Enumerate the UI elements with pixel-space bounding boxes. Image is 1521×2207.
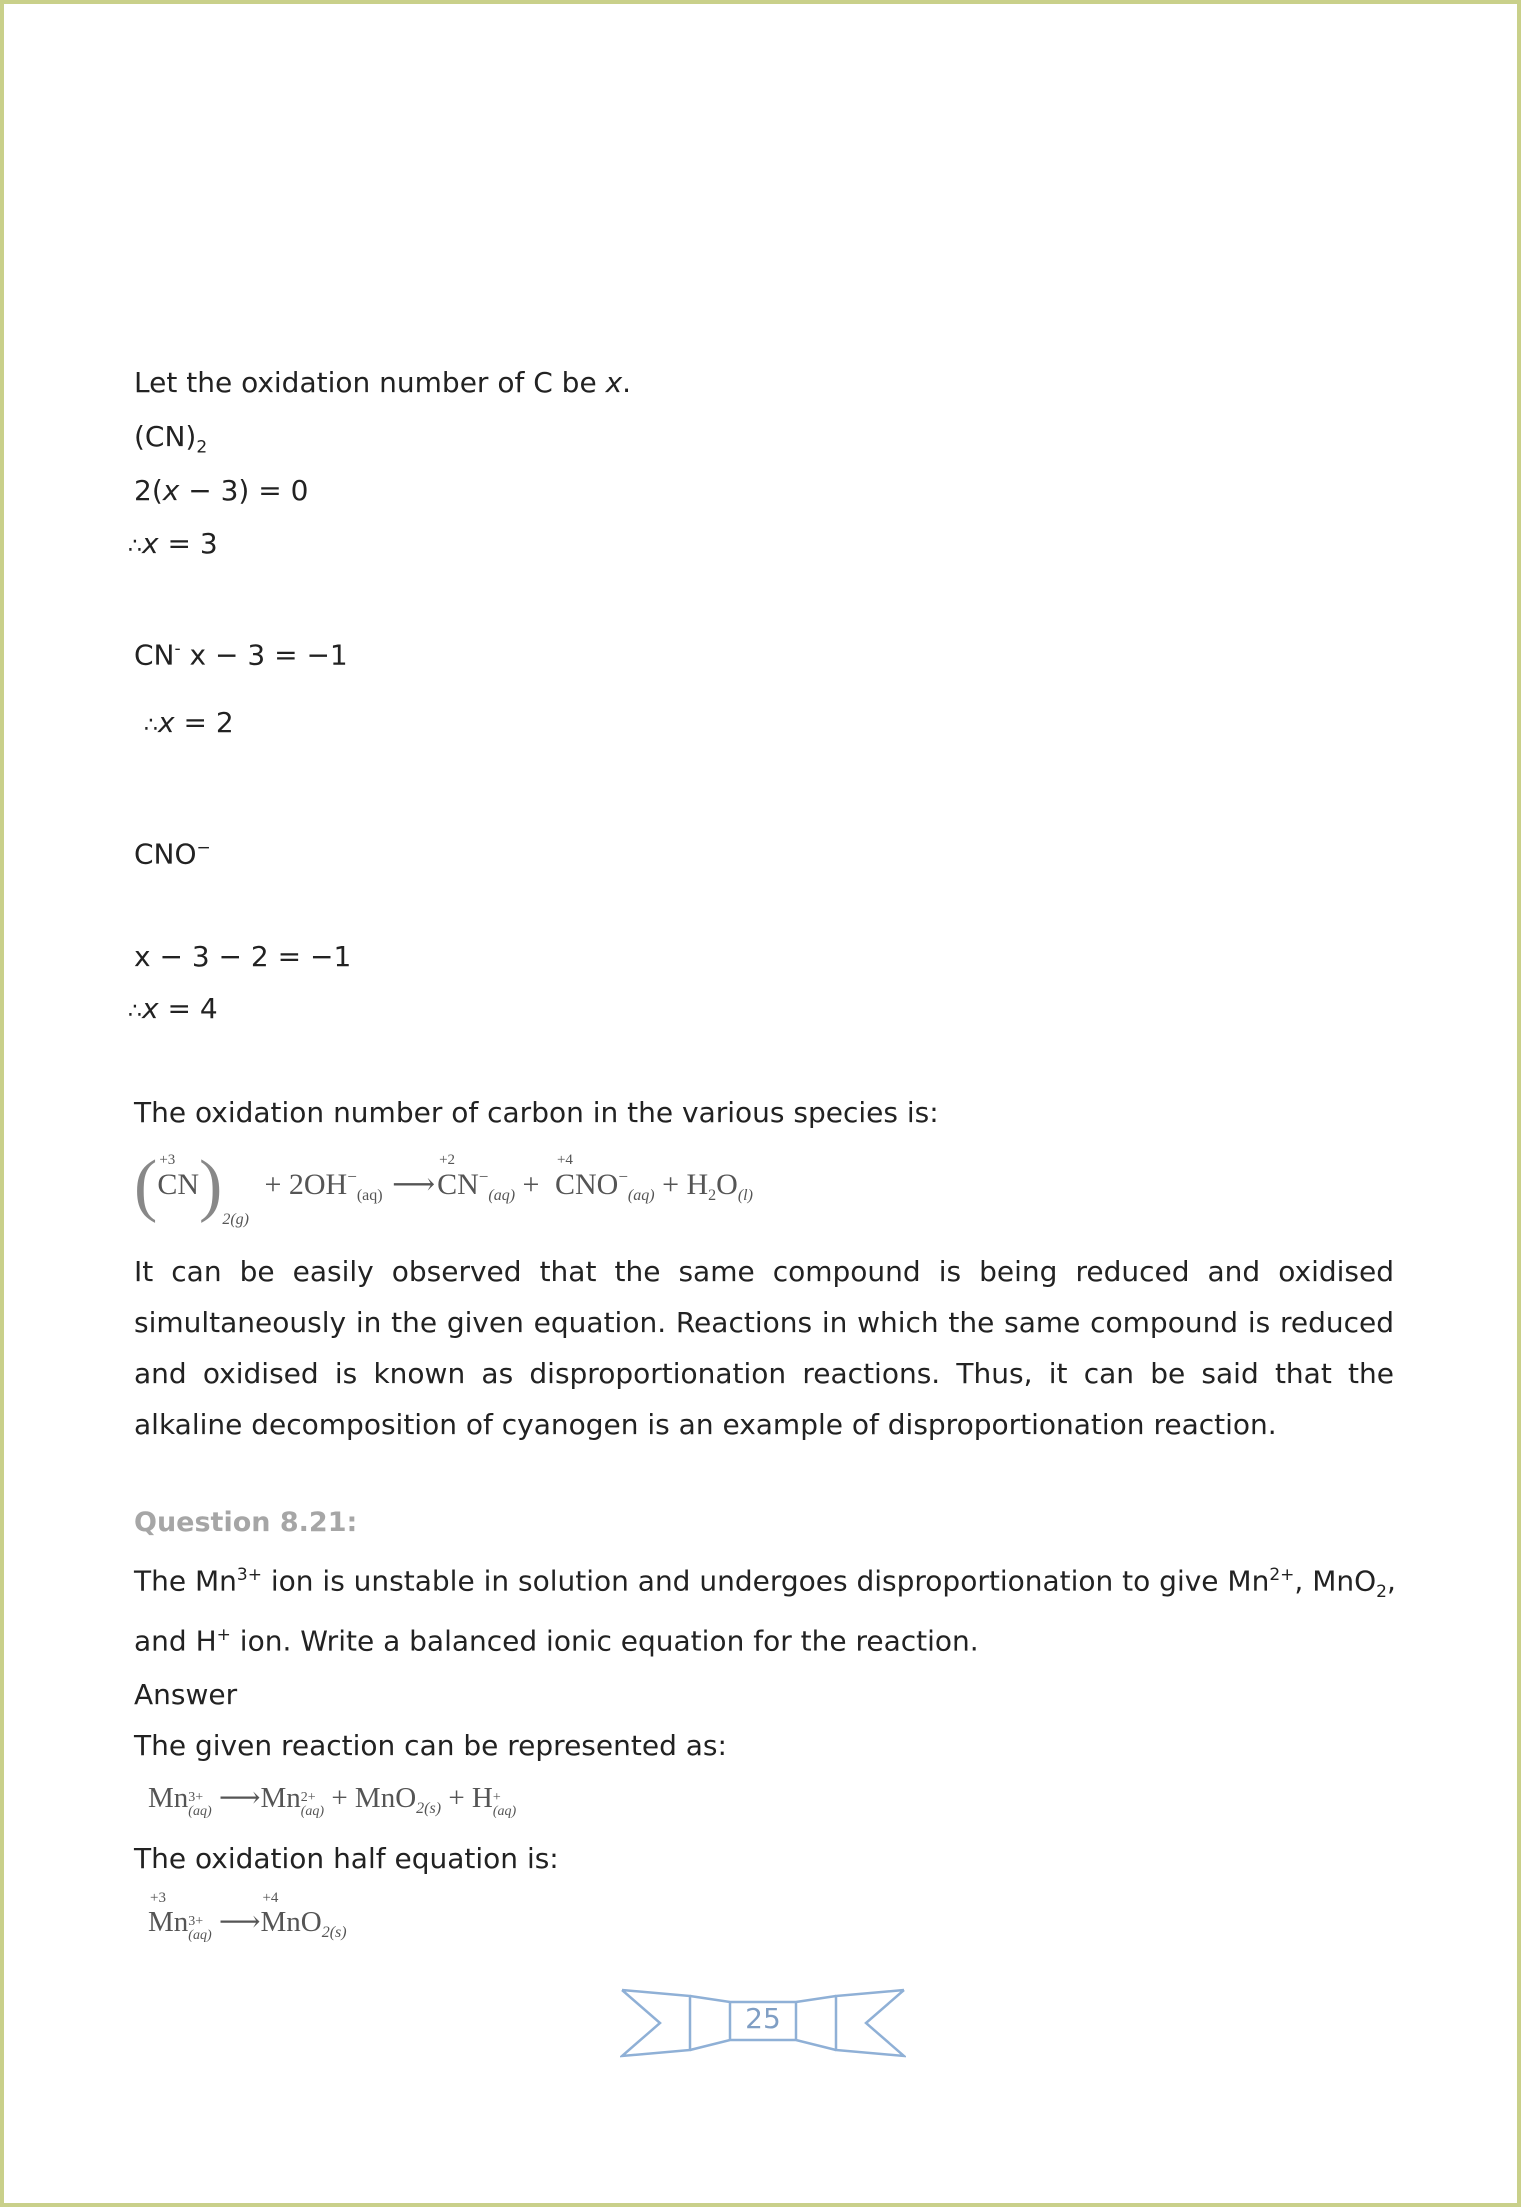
mn-plus4: +4 M (260, 1890, 287, 1938)
cn2-formula: $(CN)_2$ (134, 420, 208, 458)
right-paren: ) (199, 1147, 223, 1224)
oxidation-intro-line: Let the oxidation number of C be x. (134, 366, 632, 399)
cyanogen-equation: ( +3 $CN)_{2(g)} + 2OH^-_{(aq)}$ ⟶ +2 $CN^-_{(aq)}$ + +4 $CNO^-_{(aq)} + H_2O_{(l)}$ (134, 1147, 753, 1228)
species-intro: The oxidation number of carbon in the various species is: (134, 1096, 939, 1129)
page-number-ribbon (620, 1988, 906, 2058)
result-x-2: ∴x = 2 (144, 706, 234, 739)
result-x-3: ∴x = 3 (128, 527, 218, 560)
c-plus4: +4 C (554, 1152, 575, 1201)
mn-plus3: +3 M (148, 1890, 174, 1938)
question-text-line-1: The $Mn^{3+}$ ion is unstable in solution and undergoes disproportionation to give $Mn^{2+}$, MnO$_2$, (134, 1564, 1396, 1602)
disproportionation-paragraph: It can be easily observed that the same compound is being reduced and oxidised simultaneously in the given equation. Reactions in which the same compound is reduced and oxidised is known as disproportionation reactions. Thus, it can be said that the alkaline decomposition of cyanogen is an example of disproportionation reaction. (134, 1255, 1394, 1441)
result-x-4: ∴x = 4 (128, 992, 218, 1025)
question-heading: Question 8.21: (134, 1507, 358, 1538)
reaction-arrow: ⟶ (392, 1168, 436, 1201)
left-paren: ( (134, 1147, 158, 1224)
equation-line-1: 2(x − 3) = 0 (134, 474, 309, 507)
answer-label: Answer (134, 1678, 238, 1711)
reaction-arrow: ⟶ (218, 1782, 261, 1814)
mn-disproportionation-equation: Mn 3+ (aq) ⟶Mn 2+ (aq) + MnO$_{2(s)}$ + H + (aq) (148, 1782, 517, 1819)
oxidation-half-label: The oxidation half equation is: (134, 1842, 559, 1875)
page-number: 25 (745, 2002, 781, 2035)
cn-species: +3 CN (157, 1152, 199, 1201)
question-text-line-2: and H+ ion. Write a balanced ionic equation for the reaction. (134, 1624, 979, 1658)
reaction-arrow: ⟶ (218, 1906, 261, 1938)
c-plus2: +2 C (437, 1152, 458, 1201)
cno-minus-label: CNO− (134, 837, 211, 871)
answer-intro: The given reaction can be represented as: (134, 1729, 727, 1762)
cn-minus-line: CN- x − 3 = −1 (134, 638, 348, 672)
equation-line-2: x − 3 − 2 = −1 (134, 940, 352, 973)
oxidation-half-equation: +3 Mn 3+ (aq) ⟶ +4 MnO$_{2(s)}$ (148, 1890, 347, 1943)
